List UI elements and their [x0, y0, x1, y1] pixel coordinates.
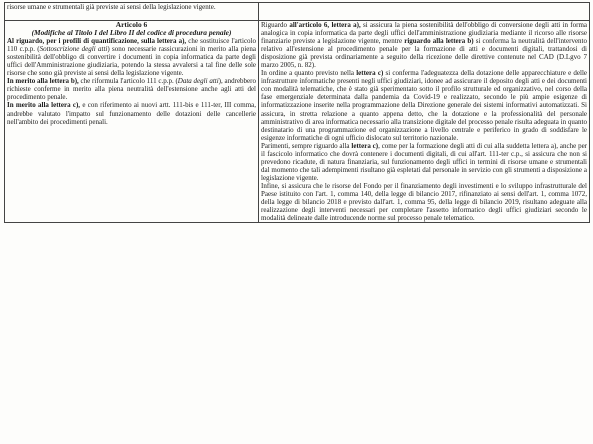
paragraph-text: si conferma la neutralità dell'intervento relativo all'estensione al procedimento penale per la formazione di atti e documenti digitali, trattandosi di disposizione già prevista ordinariamente a seguito della ricezione delle direttive contenute nel CAD (D.Lgvo 7 marzo 2005, n. 82). — [261, 37, 587, 70]
article-subheading: (Modifiche al Titolo I del Libro II del codice di procedura penale) — [31, 28, 232, 38]
paragraph-text: ), andrebbero richieste conferme in merito alla piena neutralità dell'estensione anche agli atti del procedimento penale. — [7, 77, 257, 102]
left-cell-continuation — [5, 3, 259, 21]
continuation-text: risorse umane e strumentali già previste ai sensi della legislazione vigente. — [7, 3, 216, 11]
paragraph-letter-b — [7, 77, 256, 101]
response-paragraph-1 — [261, 21, 587, 69]
paragraph-text: Parimenti, sempre riguardo alla — [261, 141, 352, 150]
paragraph-text: si assicura la piena sostenibilità dell'obbligo di conversione degli atti in forma analogica in copia informatica da parte degli uffici dell'amministrazione giudiziaria mediante il ricorso alle risorse finanziarie previste a legislazione vigente, mentre — [261, 21, 587, 46]
right-cell-responses — [259, 21, 590, 223]
left-cell-observations — [5, 21, 259, 223]
paragraph-text: , come per la formazione degli atti di cui alla suddetta lettera a), anche per il fascicolo informatico che dovrà contenere i documenti digitali, di cui all'art. 111-ter c.p., si assicura che non si prevedono ricadute, di natura finanziaria, sul funzionamento degli uffici in termini di risorse umane e strumentali dal momento che tali adempimenti risultano già espletati dal personale in servizio con gli strumenti a disposizione a legislazione vigente. — [261, 141, 588, 182]
paragraph-letter-c — [7, 101, 256, 125]
bold-lead: In merito alla lettera c), — [7, 101, 81, 110]
paragraph-text: ) sono necessarie rassicurazioni in merito alla piena sostenibilità dell'obbligo di convertire i documenti in copia informatica da parte degli uffici dell'Amministrazione giudiziaria, potendo la stessa avvalersi a tal fine delle sole risorse che sono già previste ai sensi della legislazione vigente. — [7, 45, 257, 78]
italic-title: Sottoscrizione degli atti — [39, 45, 108, 54]
response-paragraph-3 — [261, 142, 587, 182]
paragraph-text: e con riferimento ai nuovi artt. 111-bis e 111-ter, III comma, andrebbe valutato l'impatto sul funzionamento delle dotazioni delle cancellerie nell'ambito dei procedimenti penali. — [7, 101, 256, 126]
response-paragraph-2 — [261, 69, 587, 141]
comparison-table — [4, 2, 590, 223]
table-row — [5, 21, 590, 223]
bold-ref: lettera c) — [356, 69, 384, 78]
bold-ref: lettera c) — [351, 141, 379, 150]
right-cell-empty — [259, 3, 590, 21]
document-page — [4, 2, 589, 397]
paragraph-letter-a — [7, 37, 256, 77]
paragraph-text: che riformula l'articolo 111 c.p.p. ( — [78, 77, 178, 86]
paragraph-text: In ordine a quanto previsto nella — [261, 69, 357, 78]
paragraph-text: che sostituisce l'articolo 110 c.p.p. ( — [7, 37, 256, 54]
table-row — [5, 3, 590, 21]
bold-ref: riguardo alla lettera b) — [404, 37, 474, 46]
italic-title: Data degli atti — [177, 77, 219, 86]
response-paragraph-4: Infine, si assicura che le risorse del Fondo per il finanziamento degli investimenti e lo sviluppo infrastrutturale del Paese istituito con l'art. 1, comma 140, della legge di bilancio 2017, rifinanziato ai sensi dell'art. 1, comma 1072, della legge di bilancio 2018 e previsto dall'art. 1, comma 95, della legge di bilancio 2019, risultano adeguate alla realizzazione degli interventi necessari per completare l'assetto informatico degli uffici giudiziari secondo le modalità delineate dalle introducende norme sul processo penale telematico. — [261, 181, 587, 223]
bold-lead: In merito alla lettera b), — [7, 77, 79, 86]
paragraph-text: si conferma l'adeguatezza della dotazione delle apparecchiature e delle infrastrutture informatiche presenti negli uffici giudiziari, idonee ad assicurare il deposito degli atti e dei documenti con modalità telematiche, che è stato già sperimentato sotto il profilo strutturale ed organizzativo, nel corso della fase emergenziale determinata dalla pandemia da Covid-19 e realizzato, secondo le più ampie esigenze di informatizzazione inserite nella programmazione della Direzione generale dei sistemi informativi automatizzati. Si assicura, in stretta relazione a quanto appena detto, che la dotazione e la professionalità del personale amministrativo di area informatica necessario alla transizione digitale del processo penale risulta adeguata in quanto destinatario di una programmazione ed organizzazione a livello centrale e periferico in grado di soddisfare le esigenze informatiche di ogni ufficio dislocato sul territorio nazionale. — [261, 69, 587, 142]
bold-ref: all'articolo 6, lettera a), — [289, 21, 361, 29]
bold-lead: Al riguardo, per i profili di quantificazione, sulla lettera a), — [7, 37, 187, 46]
paragraph-text: Riguardo — [261, 21, 290, 29]
article-heading: Articolo 6 — [115, 20, 148, 29]
